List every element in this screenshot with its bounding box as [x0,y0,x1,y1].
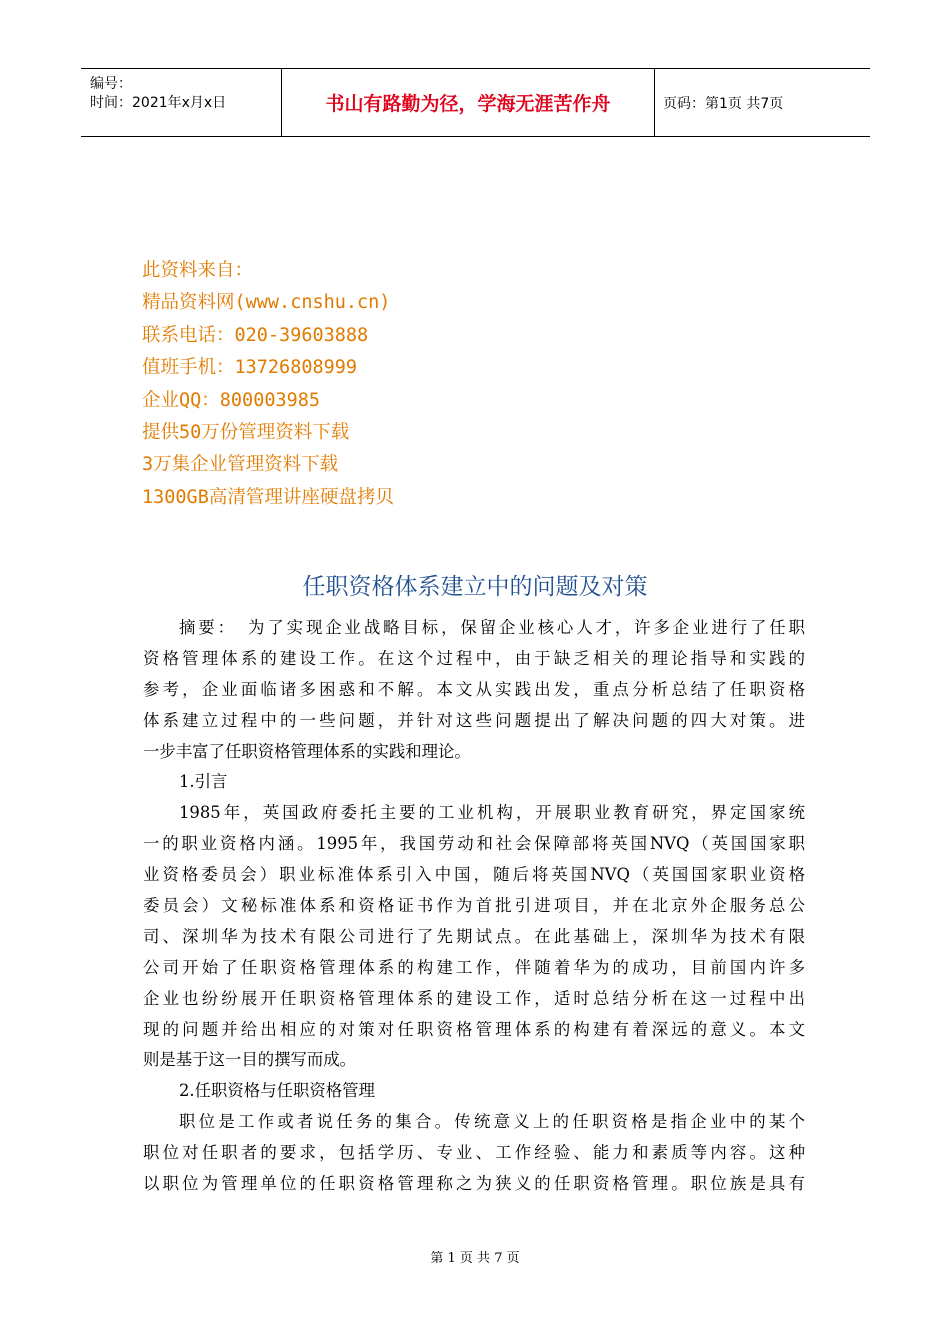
motto: 书山有路勤为径，学海无涯苦作舟 [325,93,611,115]
body-line: 司、深圳华为技术有限公司进行了先期试点。在此基础上，深圳华为技术有限 [143,926,805,946]
header-motto-cell [282,69,655,136]
page-info: 页码：第1页 共7页 [663,95,784,112]
page-footer: 第 1 页 共 7 页 [430,1251,520,1266]
number-label: 编号： [90,76,132,92]
body-line: 则是基于这一目的撰写而成。 [143,1050,357,1070]
time-label: 时间：2021年x月x日 [90,95,227,111]
header-page-cell [655,69,870,136]
section-heading: 2.任职资格与任职资格管理 [179,1081,375,1101]
page-header [81,68,870,137]
body-line: 体系建立过程中的一些问题，并针对这些问题提出了解决问题的四大对策。进 [143,710,805,730]
body-line: 以职位为管理单位的任职资格管理称之为狭义的任职资格管理。职位族是具有 [143,1174,805,1194]
ad-line: 3万集企业管理资料下载 [142,454,339,476]
ad-line: 联系电话：020-39603888 [142,324,369,346]
body-line: 企业也纷纷展开任职资格管理体系的建设工作，适时总结分析在这一过程中出 [143,988,805,1008]
ad-line: 企业QQ：800003985 [142,389,321,411]
body-line: 一的职业资格内涵。1995年，我国劳动和社会保障部将英国NVQ（英国国家职 [143,834,805,854]
body-line: 职位对任职者的要求，包括学历、专业、工作经验、能力和素质等内容。这种 [143,1143,805,1163]
body-line: 业资格委员会）职业标准体系引入中国，随后将英国NVQ（英国国家职业资格 [143,865,805,885]
body-line: 参考，企业面临诸多困惑和不解。本文从实践出发，重点分析总结了任职资格 [143,679,805,699]
body-line: 公司开始了任职资格管理体系的构建工作，伴随着华为的成功，目前国内许多 [143,957,805,977]
body-line: 资格管理体系的建设工作。在这个过程中，由于缺乏相关的理论指导和实践的 [143,648,805,668]
ad-line: 提供50万份管理资料下载 [142,421,350,443]
body-line: 委员会）文秘标准体系和资格证书作为首批引进项目，并在北京外企服务总公 [143,896,805,916]
body-line: 现的问题并给出相应的对策对任职资格管理体系的构建有着深远的意义。本文 [143,1019,805,1039]
header-left-cell [81,69,282,136]
body-line: 一步丰富了任职资格管理体系的实践和理论。 [143,741,471,761]
source-ad-block [142,255,394,514]
section-heading: 1.引言 [179,772,228,792]
ad-line: 值班手机：13726808999 [142,357,358,379]
body-line: 职位是工作或者说任务的集合。传统意义上的任职资格是指企业中的某个 [179,1112,805,1132]
ad-line: 此资料来自： [142,260,254,281]
body-line: 摘要： 为了实现企业战略目标，保留企业核心人才，许多企业进行了任职 [179,618,805,637]
ad-line: 精品资料网(www.cnshu.cn) [142,292,391,314]
body-line: 1985年，英国政府委托主要的工业机构，开展职业教育研究，界定国家统 [179,803,805,823]
ad-line: 1300GB高清管理讲座硬盘拷贝 [142,486,394,508]
document-body [143,613,805,1200]
document-title: 任职资格体系建立中的问题及对策 [302,574,648,600]
